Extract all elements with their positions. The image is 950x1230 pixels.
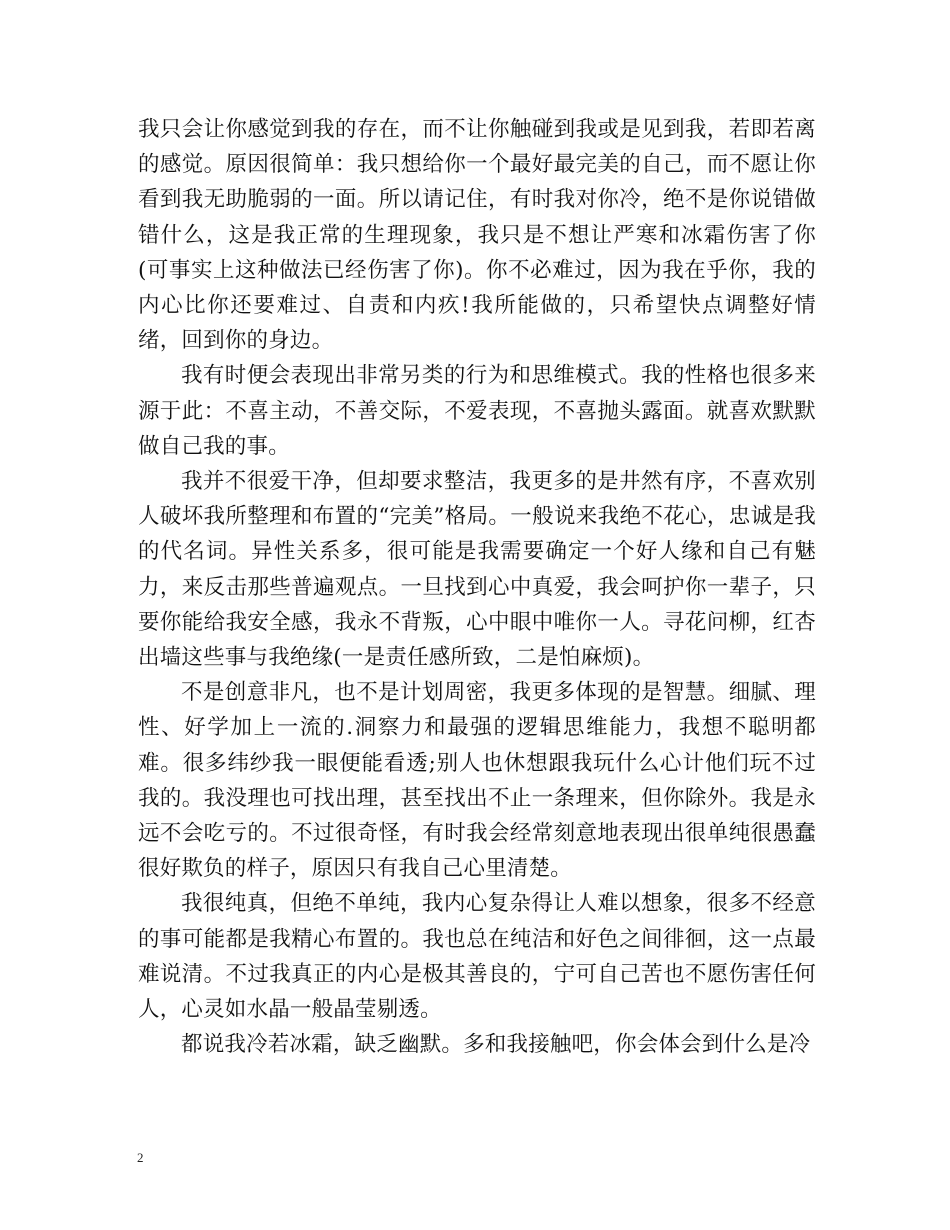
- paragraph-3: 我并不很爱干净，但却要求整洁，我更多的是井然有序，不喜欢别人破坏我所整理和布置的“完美”格局。一般说来我绝不花心，忠诚是我的代名词。异性关系多，很可能是我需要确定一个好人缘和自己有魅力，来反击那些普遍观点。一旦找到心中真爱，我会呵护你一辈子，只要你能给我安全感，我永不背叛，心中眼中唯你一人。寻花问柳，红杏出墙这些事与我绝缘(一是责任感所致，二是怕麻烦)。: [138, 469, 816, 671]
- paragraph-5: 我很纯真，但绝不单纯，我内心复杂得让人难以想象，很多不经意的事可能都是我精心布置的。我也总在纯洁和好色之间徘徊，这一点最难说清。不过我真正的内心是极其善良的，宁可自己苦也不愿伤害任何人，心灵如水晶一般晶莹剔透。: [138, 891, 816, 1023]
- page-number: 2: [137, 1150, 144, 1165]
- paragraph-4: 不是创意非凡，也不是计划周密，我更多体现的是智慧。细腻、理性、好学加上一流的.洞察力和最强的逻辑思维能力，我想不聪明都难。很多纬纱我一眼便能看透;别人也休想跟我玩什么心计他们玩不过我的。我没理也可找出理，甚至找出不止一条理来，但你除外。我是永远不会吃亏的。不过很奇怪，有时我会经常刻意地表现出很单纯很愚蠢很好欺负的样子，原因只有我自己心里清楚。: [138, 680, 816, 882]
- body-text: [138, 112, 816, 1062]
- paragraph-6: 都说我冷若冰霜，缺乏幽默。多和我接触吧，你会体会到什么是冷: [181, 1032, 811, 1058]
- paragraph-1: 我只会让你感觉到我的存在，而不让你触碰到我或是见到我，若即若离的感觉。原因很简单：我只想给你一个最好最完美的自己，而不愿让你看到我无助脆弱的一面。所以请记住，有时我对你冷，绝不是你说错做错什么，这是我正常的生理现象，我只是不想让严寒和冰霜伤害了你(可事实上这种做法已经伤害了你)。你不必难过，因为我在乎你，我的内心比你还要难过、自责和内疚!我所能做的，只希望快点调整好情绪，回到你的身边。: [138, 117, 816, 354]
- paragraph-2: 我有时便会表现出非常另类的行为和思维模式。我的性格也很多来源于此：不喜主动，不善交际，不爱表现，不喜抛头露面。就喜欢默默做自己我的事。: [138, 363, 816, 459]
